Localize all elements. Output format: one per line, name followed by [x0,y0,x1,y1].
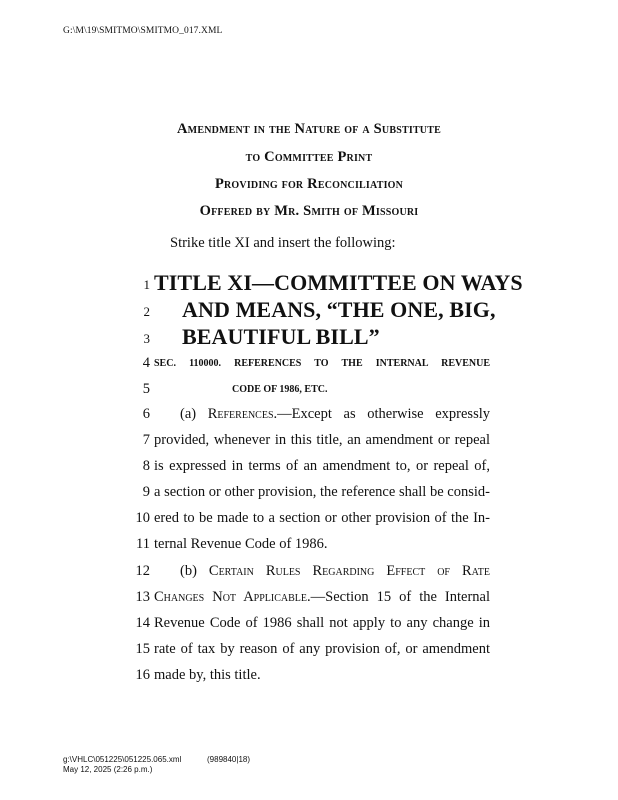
bill-line [0,510,618,536]
line-number: 2 [143,304,150,319]
bill-line [0,615,618,641]
bill-line [0,641,618,667]
line-number: 7 [142,432,150,448]
title-heading-text: TITLE XI—COMMITTEE ON WAYS [154,270,523,295]
bill-line [0,536,618,562]
line-number: 11 [136,536,150,552]
bill-line [0,432,618,458]
bill-line [0,270,618,296]
bill-line [0,381,618,407]
line-number: 10 [135,510,150,526]
line-text [180,406,490,423]
footer-file-path: g:\VHLC\051225\051225.065.xml [63,755,182,764]
line-number: 1 [143,277,150,292]
footer-document-id: (989840|18) [207,755,250,764]
section-heading-text: CODE OF 1986, ETC. [232,384,328,395]
amendment-heading-line-3: Providing for Reconciliation [214,176,404,192]
line-number: 3 [143,331,150,346]
bill-line [0,324,618,350]
line-number: 13 [135,589,150,605]
bill-line [0,589,618,615]
amendment-heading-line-2: to Committee Print [245,149,373,165]
bill-line [0,667,618,693]
bill-line [0,297,618,323]
amendment-heading-line-1: Amendment in the Nature of a Substitute [177,121,441,137]
line-text: rate of tax by reason of any provision of, or amendment [154,641,490,657]
line-text: made by, this title. [154,667,261,683]
footer-date: May 12, 2025 (2:26 p.m.) [63,765,153,774]
document-footer [63,755,250,775]
line-number: 16 [135,667,150,683]
line-text: ered to be made to a section or other provision of the In- [154,510,490,526]
line-text [154,589,490,606]
line-number: 15 [135,641,150,657]
line-number: 14 [135,615,150,631]
line-text [180,563,490,580]
line-text-body: —Section 15 of the Internal [310,589,490,605]
section-heading-text: SEC. 110000. REFERENCES TO THE INTERNAL REVENUE [154,358,490,369]
line-text: is expressed in terms of an amendment to, or repeal of, [154,458,490,474]
subsection-heading: Changes Not Applicable. [154,589,311,605]
line-text: ternal Revenue Code of 1986. [154,536,328,552]
title-heading-text: BEAUTIFUL BILL” [182,324,380,349]
subsection-heading: References. [207,406,278,422]
subsection-label: (b) [180,563,209,579]
line-text: Revenue Code of 1986 shall not apply to any change in [154,615,490,631]
amendment-heading-line-4: Offered by Mr. Smith of Missouri [199,203,419,219]
line-number: 6 [142,406,150,422]
amendment-instruction: Strike title XI and insert the following: [170,235,396,251]
line-text-body: —Except as otherwise expressly [277,406,490,422]
line-number: 9 [142,484,150,500]
bill-line [0,458,618,484]
bill-line [0,355,618,381]
bill-line [0,484,618,510]
line-text: provided, whenever in this title, an amendment or repeal [154,432,490,448]
line-number: 8 [142,458,150,474]
line-text: a section or other provision, the reference shall be consid- [154,484,490,500]
bill-line [0,406,618,432]
line-number: 5 [142,381,150,397]
line-number: 12 [135,563,150,579]
title-heading-text: AND MEANS, “THE ONE, BIG, [182,297,496,322]
subsection-heading: Certain Rules Regarding Effect of Rate [208,563,490,579]
document-file-path: G:\M\19\SMITMO\SMITMO_017.XML [63,26,223,36]
bill-line [0,563,618,589]
line-number: 4 [142,355,150,371]
subsection-label: (a) [180,406,208,422]
